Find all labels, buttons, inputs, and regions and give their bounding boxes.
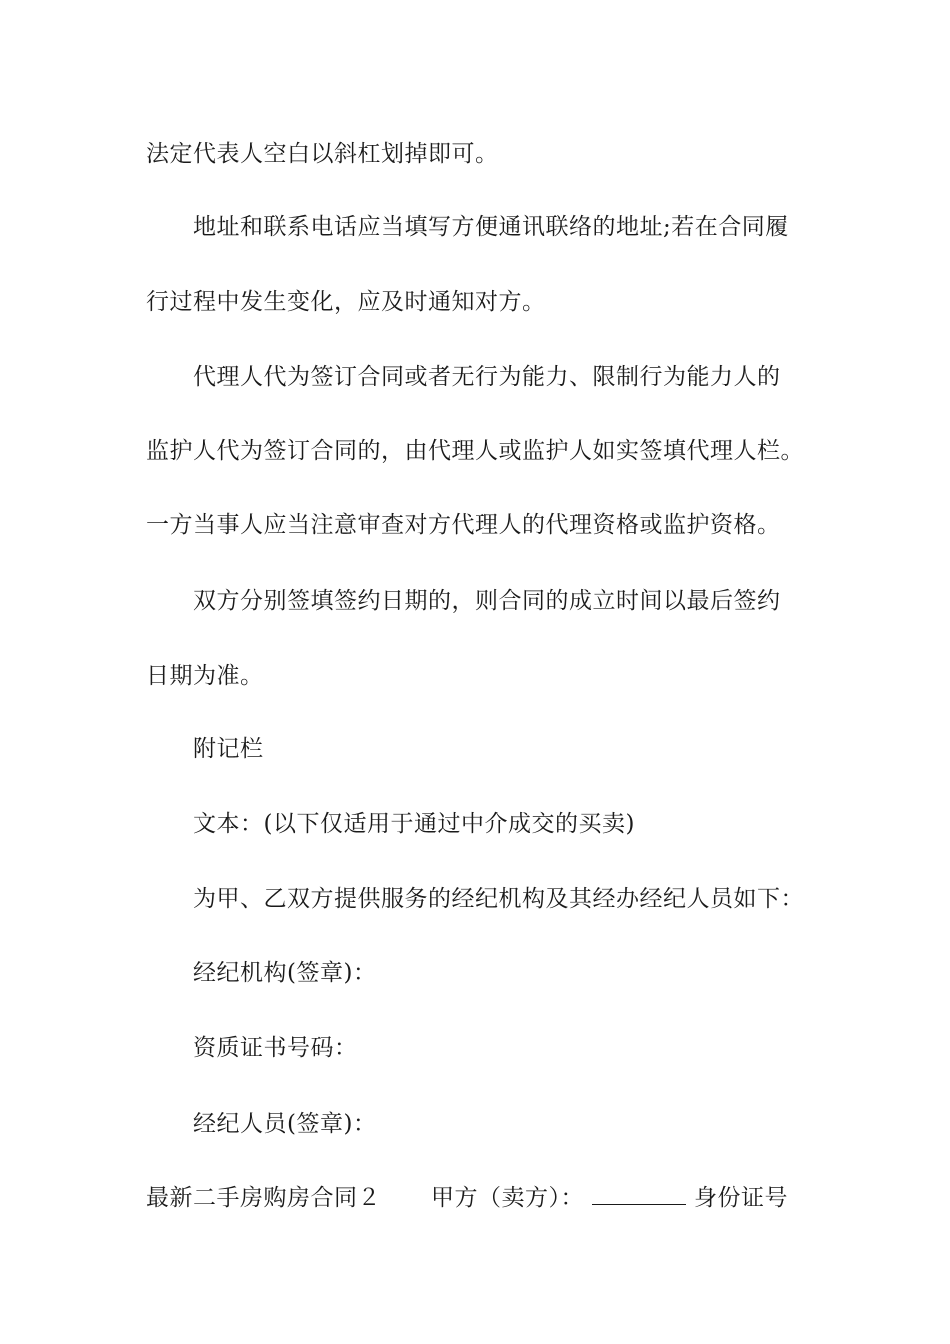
contract-header-line bbox=[146, 1182, 788, 1213]
paragraph-line: 代理人代为签订合同或者无行为能力、限制行为能力人的 bbox=[193, 364, 781, 390]
signature-field-agent: 经纪人员(签章)： bbox=[193, 1111, 377, 1137]
paragraph-line: 文本：(以下仅适用于通过中介成交的买卖) bbox=[193, 811, 635, 837]
signature-field-agency: 经纪机构(签章)： bbox=[193, 960, 377, 986]
paragraph-line: 一方当事人应当注意审查对方代理人的代理资格或监护资格。 bbox=[146, 512, 781, 538]
paragraph-line: 行过程中发生变化，应及时通知对方。 bbox=[146, 289, 546, 315]
seller-name-blank bbox=[592, 1182, 686, 1205]
paragraph-line: 法定代表人空白以斜杠划掉即可。 bbox=[146, 141, 499, 167]
seller-label: 甲方（卖方）： bbox=[431, 1185, 584, 1211]
paragraph-line: 为甲、乙双方提供服务的经纪机构及其经办经纪人员如下： bbox=[193, 886, 804, 912]
paragraph-line: 双方分别签填签约日期的，则合同的成立时间以最后签约 bbox=[193, 588, 781, 614]
paragraph-line: 日期为准。 bbox=[146, 663, 264, 689]
id-number-label: 身份证号 bbox=[694, 1185, 788, 1211]
paragraph-line: 地址和联系电话应当填写方便通讯联络的地址;若在合同履 bbox=[193, 214, 789, 240]
certificate-number-field: 资质证书号码： bbox=[193, 1035, 358, 1061]
contract-title: 最新二手房购房合同２ bbox=[146, 1185, 381, 1211]
paragraph-line: 监护人代为签订合同的，由代理人或监护人如实签填代理人栏。 bbox=[146, 438, 804, 464]
section-heading: 附记栏 bbox=[193, 736, 264, 762]
